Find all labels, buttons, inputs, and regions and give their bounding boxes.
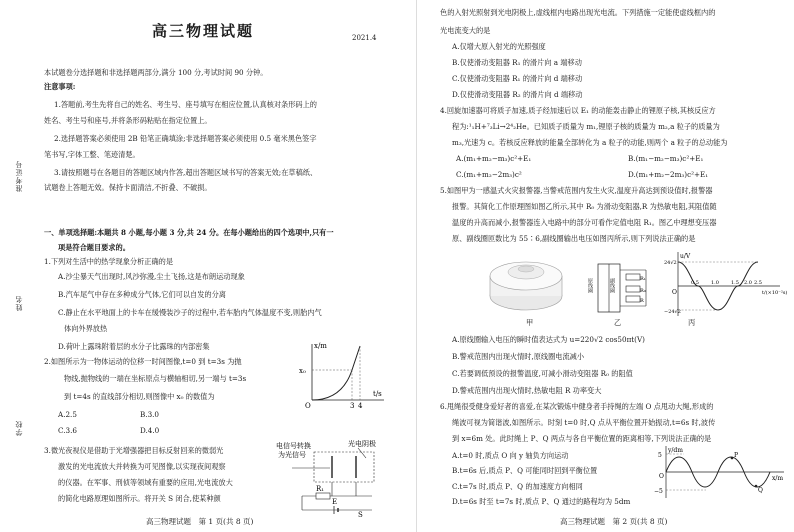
question-stem: 报警。其简化工作原理图如图乙所示,其中 R₀ 为滑动变阻器,R 为热敏电阻,其阻值随 bbox=[452, 202, 717, 211]
question-stem: 5.如图甲为一感温式火灾报警器,当警戒范围内发生火灾,温度升高达到预设值时,报警器 bbox=[440, 186, 713, 195]
tick-label: 4 bbox=[358, 402, 363, 410]
question-stem: 物线,抛物线的一端在坐标原点与横轴相切,另一端与 t=3s bbox=[64, 374, 247, 383]
q5-voltage-graph bbox=[664, 250, 788, 320]
exam-date: 2021.4 bbox=[352, 34, 377, 42]
question-option: A.(m₁+m₂−m₃)c²+E₁ bbox=[456, 154, 532, 163]
question-stem: 4.回旋加速器可将质子加速,质子经加速后以 E₁ 的动能轰击静止的锂原子核,其核反应方 bbox=[440, 106, 716, 115]
tick-label: 1.5 bbox=[731, 280, 739, 286]
side-label-school: 学校 bbox=[15, 420, 23, 436]
question-stem: 1.下列对生活中的热学现象分析正确的是 bbox=[44, 257, 174, 266]
question-stem: 的简化电路原理如图所示。将开关 S 闭合,使某种颜 bbox=[58, 494, 221, 503]
primary-coil-label: 原线圈 bbox=[587, 278, 593, 293]
q3-circuit-diagram bbox=[272, 438, 390, 518]
y-min-label: −5 bbox=[654, 488, 663, 495]
question-option: D.4.0 bbox=[140, 426, 160, 435]
side-label-name: 姓名 bbox=[15, 295, 23, 311]
question-stem: 6.甩绳很受健身爱好者的喜爱,在某次锻炼中健身者手持绳的左端 O 点甩动大绳,形成的 bbox=[440, 402, 714, 411]
question-option: D.t=6s 时至 t=7s 时,质点 P、Q 通过的路程均为 5dm bbox=[452, 497, 631, 506]
axis-x-label: t/(×10⁻²s) bbox=[762, 290, 788, 296]
question-stem: 温度的升高而减小,报警器连入电路中的部分可看作定值电阻 R₁。图乙中理想变压器 bbox=[452, 218, 717, 227]
figure-label-bing: 丙 bbox=[688, 318, 696, 327]
notice-line: 笔书写,字体工整、笔迹清楚。 bbox=[44, 150, 140, 159]
side-label-exam-id: 准考证号 bbox=[15, 160, 23, 192]
smoke-detector-image bbox=[486, 250, 566, 320]
question-stem: 光电流变大的是 bbox=[440, 26, 491, 35]
question-option: C.3.6 bbox=[58, 426, 77, 435]
question-stem: 激发的光电流放大并转换为可见图像,以实现夜间观察 bbox=[58, 462, 226, 471]
q6-wave-graph bbox=[654, 444, 788, 500]
question-stem: 到 t=4s 的直线部分相切,则图像中 x₀ 的数值为 bbox=[64, 392, 215, 401]
point-p-label: P bbox=[734, 452, 739, 459]
page-footer: 高三物理试题 第 1 页(共 8 页) bbox=[146, 517, 254, 526]
section-heading: 一、单项选择题:本题共 8 小题,每小题 3 分,共 24 分。在每小题给出的四个选项中,只有一 bbox=[44, 228, 334, 237]
notice-line: 1.答题前,考生先将自己的姓名、考生号、座号填写在相应位置,认真核对条形码上的 bbox=[54, 100, 317, 109]
y-min-label: −24√2 bbox=[664, 309, 681, 315]
page-divider bbox=[416, 0, 417, 532]
question-option: D.警戒范围内出现火情时,热敏电阻 R 功率变大 bbox=[452, 386, 602, 395]
axis-y-label: x/m bbox=[314, 342, 327, 350]
resistor-label: R₁ bbox=[316, 485, 325, 493]
x0-label: x₀ bbox=[299, 367, 306, 375]
question-option: A.2.5 bbox=[58, 410, 77, 419]
page-footer: 高三物理试题 第 2 页(共 8 页) bbox=[560, 517, 668, 526]
question-option: C.仅使滑动变阻器 R₁ 的滑片向 d 端移动 bbox=[452, 74, 583, 83]
question-option: D.仅使滑动变阻器 R₂ 的滑片向 d 端移动 bbox=[452, 90, 583, 99]
r-label: R bbox=[640, 298, 644, 304]
tick-label: 2.5 bbox=[754, 280, 762, 286]
question-option: D.荷叶上露珠附着层的水分子比露珠的内部密集 bbox=[58, 342, 210, 351]
question-option: C.静止在水平地面上的卡车在缓慢装沙子的过程中,若车胎内气体温度不变,则胎内气 bbox=[58, 308, 322, 317]
notice-line: 姓名、考生号和座号,并将条形码粘贴在指定位置上。 bbox=[44, 116, 212, 125]
cathode-label: 光电阴极 bbox=[348, 440, 376, 448]
intro-text: 本试题卷分选择题和非选择题两部分,满分 100 分,考试时间 90 分钟。 bbox=[44, 68, 268, 77]
notice-line: 2.选择题答案必须使用 2B 铅笔正确填涂;非选择题答案必须使用 0.5 毫米黑色签字 bbox=[54, 134, 317, 143]
question-option: B.3.0 bbox=[140, 410, 159, 419]
tick-label: 0.5 bbox=[691, 280, 699, 286]
question-option: A.t=0 时,质点 O 向 y 轴负方向运动 bbox=[452, 451, 569, 460]
question-option: B.t=6s 后,质点 P、Q 可能同时回到平衡位置 bbox=[452, 466, 598, 475]
figure-label-yi: 乙 bbox=[614, 318, 622, 327]
axis-y-label: u/V bbox=[680, 253, 691, 260]
battery-label: E bbox=[332, 498, 338, 506]
question-option: B.汽车尾气中存在多种成分气体,它们可以自发的分离 bbox=[58, 290, 226, 299]
origin-label: O bbox=[672, 289, 677, 296]
question-option: B.仅使滑动变阻器 R₁ 的滑片向 a 端移动 bbox=[452, 58, 582, 67]
secondary-coil-label: 副线圈 bbox=[609, 278, 615, 293]
point-q-label: Q bbox=[758, 487, 763, 494]
q2-xt-graph bbox=[298, 340, 388, 410]
question-stem: 色的入射光照射到光电阴极上,虚线框内电路出现光电流。下列措施一定能使虚线框内的 bbox=[440, 8, 716, 17]
question-stem: 绳波可视为简谐波,如图所示。时刻 t=0 时,Q 点从平衡位置开始振动,t=6s 时,波传 bbox=[452, 418, 716, 427]
question-option: D.(m₁+m₂−2m₃)c²+E₁ bbox=[628, 170, 709, 179]
y-max-label: 24√2 bbox=[664, 260, 677, 266]
switch-label: S bbox=[358, 511, 363, 519]
question-stem: 到 x=6m 处。此时绳上 P、Q 两点与各自平衡位置的距离相等,下列说法正确的是 bbox=[452, 434, 712, 443]
question-stem: 原、副线圈匝数比为 55∶6,副线圈输出电压如图丙所示,则下列说法正确的是 bbox=[452, 234, 696, 243]
y-max-label: 5 bbox=[658, 452, 662, 459]
r1-label: R₁ bbox=[640, 276, 646, 282]
signal-label: 为光信号 bbox=[278, 451, 306, 459]
section-heading: 项是符合题目要求的。 bbox=[58, 243, 130, 252]
notice-line: 试题卷上答题无效。保持卡面清洁,不折叠、不破损。 bbox=[44, 183, 212, 192]
question-option: A.原线圈输入电压的瞬时值表达式为 u=220√2 cos50πt(V) bbox=[452, 335, 645, 344]
question-option: B.(m₁−m₂−m₃)c²+E₁ bbox=[628, 154, 704, 163]
question-option: C.若要调低预设的报警温度,可减小滑动变阻器 R₀ 的阻值 bbox=[452, 369, 633, 378]
question-option: C.t=7s 时,质点 P、Q 的加速度方向相同 bbox=[452, 482, 583, 491]
question-option: A.仅增大原入射光的光照强度 bbox=[452, 42, 546, 51]
origin-label: O bbox=[659, 473, 664, 480]
tick-label: 2.0 bbox=[744, 280, 752, 286]
axis-y-label: y/dm bbox=[668, 447, 683, 454]
question-stem: 程为:¹₁H+⁷₃Li→2⁴₂He。已知质子质量为 m₁,锂原子核的质量为 m₂,a 粒子的质量为 bbox=[452, 122, 720, 131]
question-option: 体向外界放热 bbox=[64, 324, 108, 333]
axis-x-label: x/m bbox=[772, 475, 784, 482]
question-stem: 的仪器。在军事、刑侦等领域有重要的应用,光电流放大 bbox=[58, 478, 233, 487]
question-option: A.沙尘暴天气出现时,风沙弥漫,尘土飞扬,这是布朗运动现象 bbox=[58, 272, 245, 281]
page-title: 高三物理试题 bbox=[152, 22, 255, 40]
question-option: B.警戒范围内出现火情时,原线圈电流减小 bbox=[452, 352, 585, 361]
figure-label-jia: 甲 bbox=[526, 318, 534, 327]
notice-heading: 注意事项: bbox=[44, 82, 76, 91]
notice-line: 3.请按照题号在各题目的答题区域内作答,超出答题区域书写的答案无效;在草稿纸、 bbox=[54, 168, 318, 177]
tick-label: 3 bbox=[350, 402, 355, 410]
question-stem: 2.如图所示为一物体运动的位移一时间图像,t=0 到 t=3s 为抛 bbox=[44, 357, 242, 366]
origin-label: O bbox=[305, 402, 311, 410]
q5-transformer-circuit bbox=[588, 256, 652, 320]
tick-label: 1.0 bbox=[711, 280, 719, 286]
signal-label: 电信号转换 bbox=[276, 442, 311, 450]
axis-x-label: t/s bbox=[373, 390, 382, 398]
question-stem: 3.微光夜视仪是借助于光增强器把目标反射回来的微弱光 bbox=[44, 446, 224, 455]
question-stem: m₃,光速为 c。若核反应释放的能量全部转化为 a 粒子的动能,则两个 a 粒子的总动能为 bbox=[452, 138, 728, 147]
r0-label: R₀ bbox=[640, 288, 646, 294]
question-option: C.(m₁+m₂−2m₃)c² bbox=[456, 170, 522, 179]
